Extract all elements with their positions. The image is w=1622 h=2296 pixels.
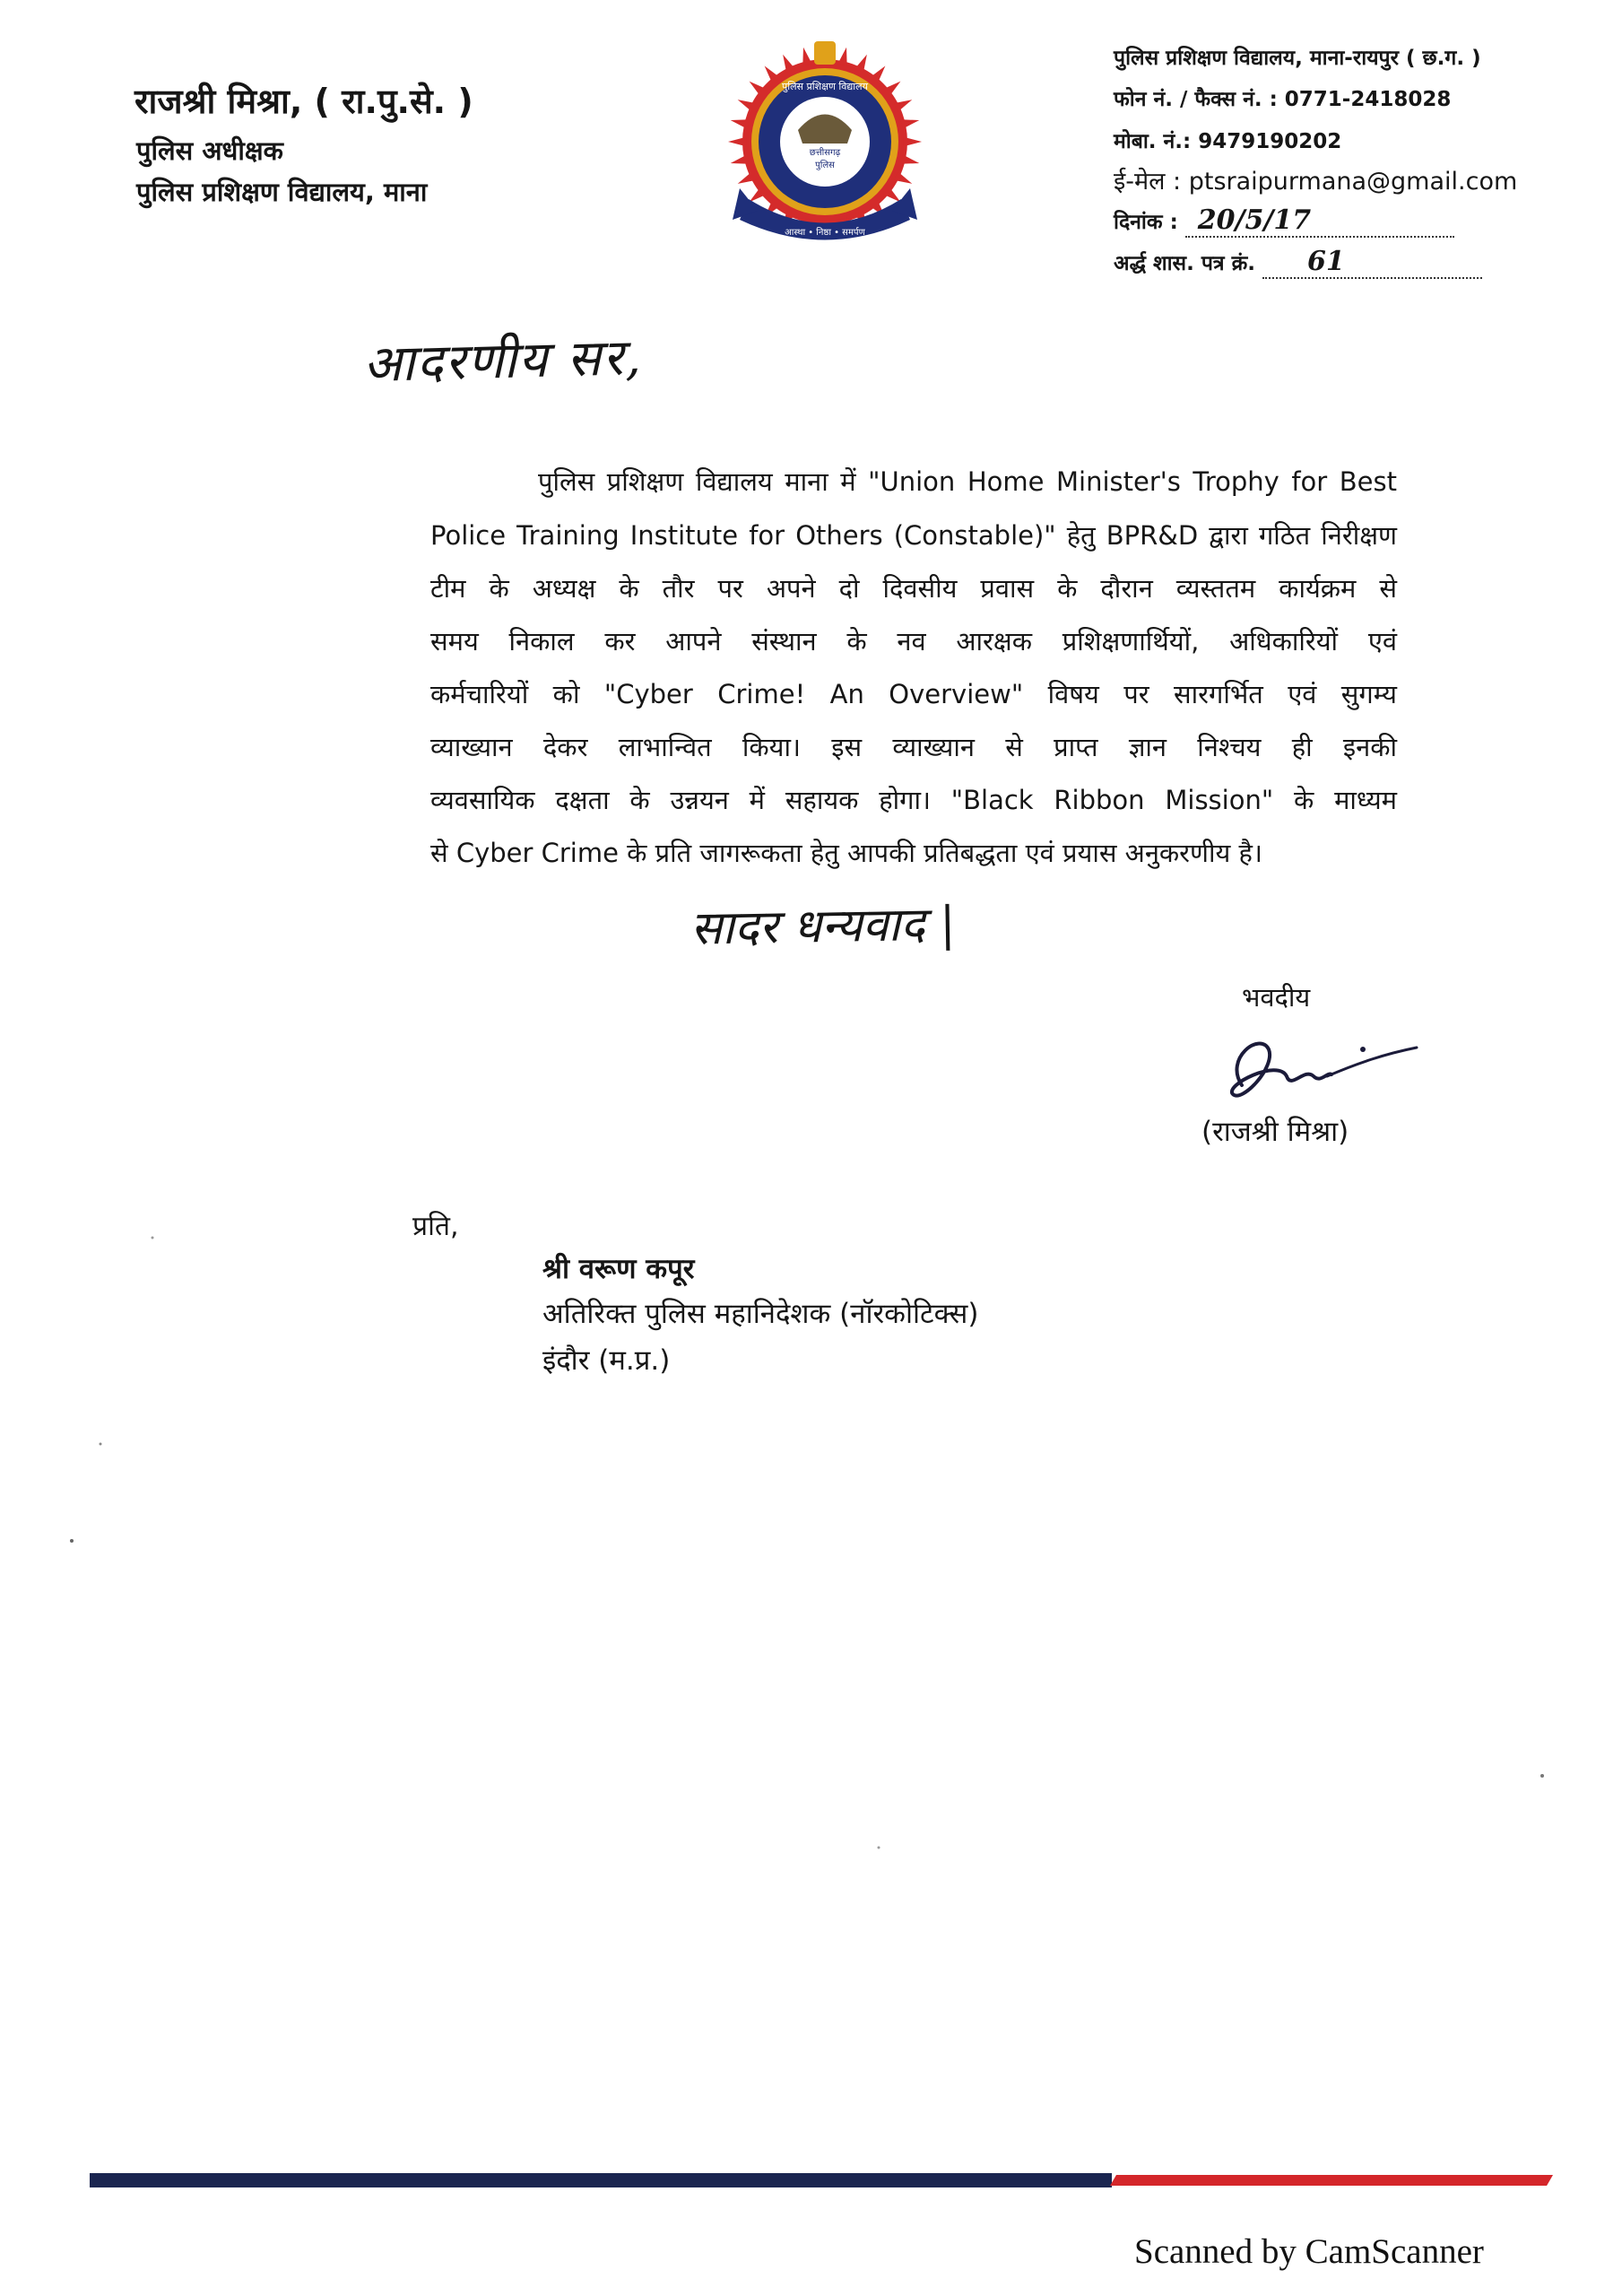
camscanner-watermark: Scanned by CamScanner: [1134, 2232, 1484, 2271]
header-phone: फोन नं. / फैक्स नं. : 0771-2418028: [1114, 88, 1452, 111]
emblem-top-text: पुलिस प्रशिक्षण विद्यालय: [782, 81, 868, 92]
header-address: पुलिस प्रशिक्षण विद्यालय, माना-रायपुर ( छ.ग. ): [1114, 47, 1481, 70]
recipient-name: श्री वरूण कपूर: [542, 1253, 695, 1285]
body-line: व्याख्यान देकर लाभान्वित किया। इस व्याख्यान से प्राप्त ज्ञान निश्चय ही इनकी: [430, 732, 1397, 762]
body-line: व्यवसायिक दक्षता के उन्नयन में सहायक होगा। "Black Ribbon Mission" के माध्यम: [430, 785, 1397, 815]
emblem-ribbon-text: आस्था • निष्ठा • समर्पण: [785, 228, 865, 238]
body-line: पुलिस प्रशिक्षण विद्यालय माना में "Union Home Minister's Trophy for Best: [538, 466, 1397, 497]
letter-number-value: 61: [1307, 246, 1345, 277]
signer-name: (राजश्री मिश्रा): [1201, 1116, 1349, 1148]
recipient-city: इंदौर (म.प्र.): [542, 1344, 671, 1377]
salutation-handwritten: आदरणीय सर,: [362, 327, 644, 395]
sender-designation: पुलिस अधीक्षक: [136, 135, 283, 166]
recipient-prefix: प्रति,: [412, 1211, 459, 1242]
sign-off: भवदीय: [1242, 982, 1311, 1013]
date-value: 20/5/17: [1197, 204, 1312, 236]
recipient-designation: अतिरिक्त पुलिस महानिदेशक (नॉरकोटिक्स): [542, 1298, 979, 1330]
header-email: ई-मेल : ptsraipurmana@gmail.com: [1114, 168, 1518, 196]
sender-name: राजश्री मिश्रा, ( रा.पु.से. ): [134, 82, 473, 121]
body-line: कर्मचारियों को "Cyber Crime! An Overview" विषय पर सारगर्भित एवं सुगम्य: [430, 679, 1397, 709]
sender-organization: पुलिस प्रशिक्षण विद्यालय, माना: [136, 177, 428, 207]
body-line: टीम के अध्यक्ष के तौर पर अपने दो दिवसीय प्रवास के दौरान व्यस्ततम कार्यक्रम से: [430, 573, 1397, 604]
date-label: दिनांक :: [1114, 211, 1178, 234]
header-mobile: मोबा. नं.: 9479190202: [1114, 130, 1342, 153]
emblem-center-text-1: छत्तीसगढ़: [809, 148, 841, 158]
body-line: से Cyber Crime के प्रति जागरूकता हेतु आपकी प्रतिबद्धता एवं प्रयास अनुकरणीय है।: [430, 838, 1262, 868]
body-line: समय निकाल कर आपने संस्थान के नव आरक्षक प्रशिक्षणार्थियों, अधिकारियों एवं: [430, 626, 1397, 657]
body-line: Police Training Institute for Others (Constable)" हेतु BPR&D द्वारा गठित निरीक्षण: [430, 520, 1397, 551]
emblem-center-text-2: पुलिस: [815, 161, 835, 170]
closing-handwritten: सादर धन्यवाद |: [690, 897, 957, 956]
letter-number-label: अर्द्ध शास. पत्र क्रं.: [1114, 252, 1256, 275]
